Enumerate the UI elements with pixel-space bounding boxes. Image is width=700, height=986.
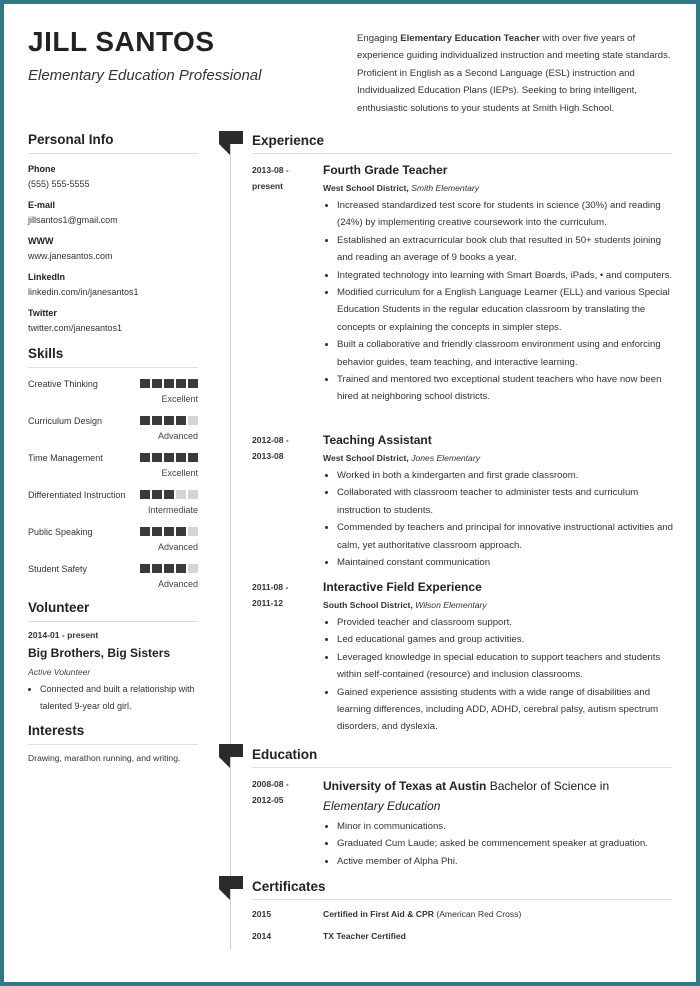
list-item: • Leveraged knowledge in special education to support teachers and students within self-contained (resource) and inclusion classrooms. xyxy=(337,649,673,684)
info-value: linkedin.com/in/janesantos1 xyxy=(28,287,139,297)
rating-filled-square xyxy=(188,453,198,462)
rating-filled-square xyxy=(140,527,150,536)
candidate-headline: Elementary Education Professional xyxy=(28,67,262,84)
entry-date xyxy=(252,162,312,194)
candidate-name: JILL SANTOS xyxy=(28,26,215,57)
summary-bold: Elementary Education Teacher xyxy=(400,33,540,44)
school-name: University of Texas at Austin xyxy=(323,779,487,793)
volunteer-bullets xyxy=(28,681,198,715)
skill-name: Curriculum Design xyxy=(28,416,103,426)
job-bullets xyxy=(323,467,673,571)
list-item: • Minor in communications. xyxy=(337,818,673,835)
skill-item xyxy=(28,487,198,517)
resume-page xyxy=(4,4,696,982)
info-label: WWW xyxy=(28,236,54,246)
education-title: Education xyxy=(252,747,318,762)
list-item: • Connected and built a relationship with talented 9-year old girl. xyxy=(40,681,198,715)
certificates-divider xyxy=(252,899,672,900)
list-item: • Maintained constant communication xyxy=(337,554,673,571)
experience-flag-icon xyxy=(219,131,243,155)
rating-filled-square xyxy=(164,527,174,536)
employer-name: South School District xyxy=(323,600,411,610)
volunteer-title: Volunteer xyxy=(28,600,198,622)
personal-info-title: Personal Info xyxy=(28,132,198,154)
certificate-year: 2014 xyxy=(252,931,272,941)
skill-item xyxy=(28,413,198,443)
skill-name: Time Management xyxy=(28,453,103,463)
certificate-text xyxy=(323,931,673,941)
interests-title: Interests xyxy=(28,723,198,745)
skill-rating xyxy=(140,561,198,573)
list-item: • Commended by teachers and principal for innovative instructional activities and calm, yet authoritative classroom approach. xyxy=(337,519,673,554)
list-item: • Established an extracurricular book club that resulted in 50+ students joining and reading an average of 9 books a year. xyxy=(337,232,673,267)
skill-row xyxy=(28,376,198,392)
rating-filled-square xyxy=(176,453,186,462)
rating-filled-square xyxy=(176,416,186,425)
rating-empty-square xyxy=(188,416,198,425)
info-item-twitter xyxy=(28,306,198,336)
list-item: • Modified curriculum for a English Language Learner (ELL) and various Special Education Students in the regular education classroom by translating the concepts or explaining the concepts in simpler steps. xyxy=(337,284,673,336)
summary xyxy=(357,30,675,117)
personal-info-list xyxy=(28,162,198,336)
list-item: • Graduated Cum Laude; asked be commencement speaker at graduation. xyxy=(337,835,673,852)
employer-detail: Wilson Elementary xyxy=(415,600,487,610)
skill-item xyxy=(28,561,198,591)
rating-filled-square xyxy=(176,527,186,536)
education-divider xyxy=(252,767,672,768)
rating-filled-square xyxy=(176,564,186,573)
rating-filled-square xyxy=(152,490,162,499)
info-label: LinkedIn xyxy=(28,272,66,282)
info-item-linkedin xyxy=(28,270,198,300)
experience-title: Experience xyxy=(252,133,325,148)
entry-date-start: 2008-08 - xyxy=(252,779,289,789)
degree-field: Elementary Education xyxy=(323,799,441,813)
info-item-www xyxy=(28,234,198,264)
employer: West School District, Smith Elementary xyxy=(323,183,480,193)
entry-body xyxy=(323,162,673,406)
skills-list xyxy=(28,376,198,591)
entry-date xyxy=(252,579,312,611)
rating-filled-square xyxy=(176,379,186,388)
info-item-phone xyxy=(28,162,198,192)
skill-level: Excellent xyxy=(161,468,198,478)
skill-row xyxy=(28,524,198,540)
skill-row xyxy=(28,450,198,466)
list-item: • Trained and mentored two exceptional student teachers who have now been hired at neighboring school districts. xyxy=(337,371,673,406)
rating-filled-square xyxy=(152,527,162,536)
rating-empty-square xyxy=(188,527,198,536)
rating-filled-square xyxy=(152,453,162,462)
entry-date-end: present xyxy=(252,181,284,191)
job-title: Fourth Grade Teacher xyxy=(323,163,448,177)
employer-name: West School District xyxy=(323,183,407,193)
skill-row xyxy=(28,487,198,503)
skill-rating xyxy=(140,450,198,462)
skill-level: Advanced xyxy=(157,579,198,589)
list-item: • Worked in both a kindergarten and first grade classroom. xyxy=(337,467,673,484)
skill-item xyxy=(28,450,198,480)
list-item: • Built a collaborative and friendly classroom environment using and enforcing behavior guides, team teaching, and interactive learning. xyxy=(337,336,673,371)
skill-level: Advanced xyxy=(157,431,198,441)
entry-date-start: 2013-08 - xyxy=(252,165,289,175)
rating-filled-square xyxy=(152,416,162,425)
entry-date-end: 2013-08 xyxy=(252,451,284,461)
skill-name: Differentiated Instruction xyxy=(28,490,126,500)
rating-filled-square xyxy=(164,490,174,499)
employer: South School District, Wilson Elementary xyxy=(323,600,487,610)
entry-date-end: 2011-12 xyxy=(252,598,284,608)
degree-name: Bachelor of Science in xyxy=(489,779,610,793)
skill-name: Creative Thinking xyxy=(28,379,98,389)
rating-filled-square xyxy=(140,453,150,462)
employer-name: West School District xyxy=(323,453,407,463)
entry-date-start: 2011-08 - xyxy=(252,582,289,592)
info-label: E-mail xyxy=(28,200,56,210)
employer-detail: Jones Elementary xyxy=(411,453,480,463)
rating-filled-square xyxy=(140,416,150,425)
info-label: Phone xyxy=(28,164,56,174)
certificate-issuer: (American Red Cross) xyxy=(436,909,522,919)
skill-rating xyxy=(140,376,198,388)
entry-body xyxy=(323,579,673,736)
info-value: (555) 555-5555 xyxy=(28,179,90,189)
certificate-text xyxy=(323,909,673,919)
skill-level: Intermediate xyxy=(147,505,198,515)
list-item: • Collaborated with classroom teacher to administer tests and curriculum instruction to students. xyxy=(337,484,673,519)
skill-rating xyxy=(140,524,198,536)
volunteer-org: Big Brothers, Big Sisters xyxy=(28,646,171,660)
skill-row xyxy=(28,561,198,577)
entry-date-start: 2012-08 - xyxy=(252,435,289,445)
entry-body xyxy=(323,776,673,870)
rating-filled-square xyxy=(152,379,162,388)
info-value: jillsantos1@gmail.com xyxy=(28,215,118,225)
rating-empty-square xyxy=(176,490,186,499)
job-bullets xyxy=(323,197,673,406)
education-flag-icon xyxy=(219,744,243,768)
info-label: Twitter xyxy=(28,308,57,318)
certificates-title: Certificates xyxy=(252,879,326,894)
list-item: • Integrated technology into learning with Smart Boards, iPads, • and computers. xyxy=(337,267,673,284)
skill-level: Excellent xyxy=(161,394,198,404)
certificate-year: 2015 xyxy=(252,909,272,919)
list-item: • Gained experience assisting students with a wide range of disabilities and learning differences, including ADD, ADHD, cerebral palsy, autism spectrum disorders, and dyslexia. xyxy=(337,684,673,736)
job-title: Teaching Assistant xyxy=(323,433,432,447)
certificates-flag-icon xyxy=(219,876,243,900)
rating-empty-square xyxy=(188,490,198,499)
info-value: www.janesantos.com xyxy=(28,251,113,261)
skill-item xyxy=(28,376,198,406)
list-item: • Increased standardized test score for students in science (30%) and reading (24%) by implementing creative coursework into the curriculum. xyxy=(337,197,673,232)
volunteer-role: Active Volunteer xyxy=(28,667,91,677)
skills-title: Skills xyxy=(28,346,198,368)
rating-filled-square xyxy=(140,490,150,499)
list-item: • Active member of Alpha Phi. xyxy=(337,853,673,870)
skill-level: Advanced xyxy=(157,542,198,552)
rating-filled-square xyxy=(152,564,162,573)
skill-name: Public Speaking xyxy=(28,527,93,537)
skill-row xyxy=(28,413,198,429)
skill-rating xyxy=(140,487,198,499)
summary-pre: Engaging xyxy=(357,33,401,44)
info-value: twitter.com/janesantos1 xyxy=(28,323,123,333)
degree-title xyxy=(323,776,673,816)
education-bullets xyxy=(323,818,673,870)
rating-empty-square xyxy=(188,564,198,573)
experience-divider xyxy=(252,153,672,154)
employer-detail: Smith Elementary xyxy=(411,183,480,193)
certificate-name: Certified in First Aid & CPR xyxy=(323,909,434,919)
entry-date xyxy=(252,776,312,808)
skill-name: Student Safety xyxy=(28,564,88,574)
entry-date xyxy=(252,432,312,464)
rating-filled-square xyxy=(140,564,150,573)
info-item-email xyxy=(28,198,198,228)
skill-rating xyxy=(140,413,198,425)
timeline-line xyxy=(230,144,231,949)
entry-body xyxy=(323,432,673,571)
skill-item xyxy=(28,524,198,554)
rating-filled-square xyxy=(164,564,174,573)
volunteer-date: 2014-01 - present xyxy=(28,630,99,640)
employer: West School District, Jones Elementary xyxy=(323,453,480,463)
rating-filled-square xyxy=(188,379,198,388)
rating-filled-square xyxy=(164,416,174,425)
rating-filled-square xyxy=(140,379,150,388)
job-bullets xyxy=(323,614,673,736)
rating-filled-square xyxy=(164,379,174,388)
left-column xyxy=(28,132,198,763)
list-item: • Provided teacher and classroom support. xyxy=(337,614,673,631)
list-item: • Led educational games and group activities. xyxy=(337,631,673,648)
job-title: Interactive Field Experience xyxy=(323,580,482,594)
interests-text: Drawing, marathon running, and writing. xyxy=(28,753,181,763)
certificate-name: TX Teacher Certified xyxy=(323,931,406,941)
entry-date-end: 2012-05 xyxy=(252,795,284,805)
rating-filled-square xyxy=(164,453,174,462)
summary-post: with over five years of experience guiding individualized instruction and meeting state standards. Proficient in English as a Second Language (ESL) instruction and Individualized Education Plans (IEPs). Seeking to bring intelligent, enthusiastic solutions to your students at Smith High School. xyxy=(357,33,671,114)
